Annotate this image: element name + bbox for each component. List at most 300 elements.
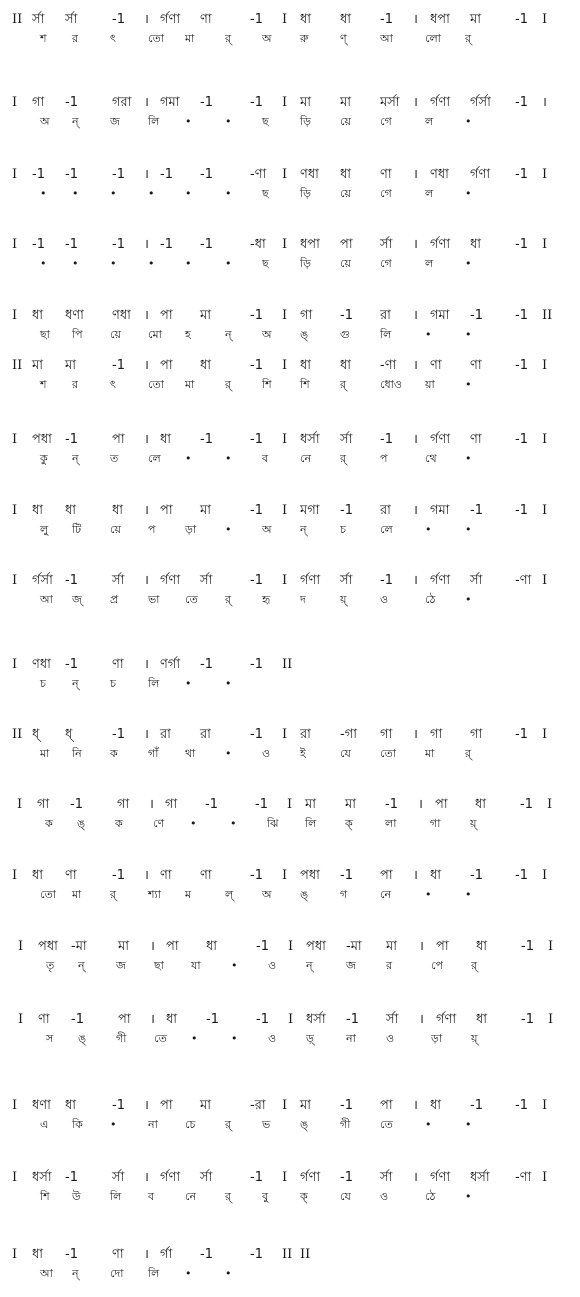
lyric-syllable: লে (148, 452, 161, 465)
lyric-syllable: মা (425, 747, 435, 760)
lyric-row (0, 814, 580, 834)
swara-note: ধা (200, 358, 212, 373)
swara-note: ধর্সা (300, 432, 320, 447)
lyric-syllable: র্ (340, 452, 347, 465)
lyric-syllable: শ্যা (148, 888, 161, 901)
swara-note: ধর্সা (32, 1170, 52, 1185)
swara-note: গমা (160, 95, 180, 110)
lyric-syllable: • (225, 523, 232, 536)
swara-row (0, 937, 580, 957)
lyric-syllable: র (72, 32, 79, 45)
lyric-syllable: র (72, 378, 79, 391)
swara-note: -ণা (515, 573, 532, 588)
swara-note: -1 (470, 868, 483, 883)
barline-symbol: । (144, 308, 149, 323)
swara-note: -ণা (380, 358, 397, 373)
swara-note: মা (118, 939, 129, 954)
lyric-syllable: ণে (153, 817, 165, 830)
notation-line (0, 165, 580, 205)
lyric-syllable: • (230, 817, 237, 830)
swara-row (0, 1010, 580, 1030)
lyric-syllable: • (465, 1118, 472, 1131)
lyric-syllable: র্ (110, 888, 117, 901)
swara-note: র্গণা (160, 12, 181, 27)
barline-symbol: । (144, 237, 149, 252)
lyric-syllable: গী (116, 1032, 127, 1045)
swara-row (0, 165, 580, 185)
lyric-syllable: য়ে (340, 115, 351, 128)
notation-line (0, 655, 580, 695)
swara-note: ধা (65, 503, 77, 518)
barline-symbol: I (542, 503, 548, 518)
barline-symbol: । (144, 1170, 149, 1185)
lyric-syllable: • (225, 187, 232, 200)
swara-note: -1 (65, 1170, 78, 1185)
swara-note: -1 (515, 167, 528, 182)
lyric-syllable: প (380, 452, 388, 465)
barline-symbol: । (542, 95, 547, 110)
swara-note: ধ্ (65, 727, 73, 742)
barline-symbol: । (413, 727, 418, 742)
swara-note: -1 (515, 95, 528, 110)
swara-note: -1 (515, 1098, 528, 1113)
barline-symbol: । (144, 503, 149, 518)
swara-note: ধর্সা (306, 1012, 326, 1027)
lyric-syllable: • (425, 1118, 432, 1131)
swara-note: র্সা (200, 1170, 213, 1185)
barline-symbol: II (12, 12, 23, 27)
swara-note: র্সা (65, 12, 78, 27)
barline-symbol: I (287, 797, 293, 812)
lyric-syllable: তো (380, 747, 396, 760)
swara-note: -1 (250, 95, 263, 110)
lyric-syllable: ছ (262, 257, 269, 270)
swara-note: -1 (112, 358, 125, 373)
lyric-syllable: নে (185, 1190, 197, 1203)
swara-note: গা (470, 727, 483, 742)
swara-row (0, 571, 580, 591)
swara-note: -গা (340, 727, 357, 742)
lyric-row (0, 1115, 580, 1135)
barline-symbol: I (542, 12, 548, 27)
swara-note: -1 (112, 237, 125, 252)
barline-symbol: । (413, 167, 418, 182)
lyric-syllable: • (225, 115, 232, 128)
lyric-syllable: ল (425, 257, 434, 270)
barline-symbol: I (18, 1012, 24, 1027)
lyric-syllable: • (191, 1032, 198, 1045)
swara-note: মা (200, 308, 211, 323)
swara-note: র্গণা (470, 167, 491, 182)
swara-note: পা (160, 503, 173, 518)
swara-note: গা (165, 797, 178, 812)
lyric-syllable: যে (340, 1190, 351, 1203)
barline-symbol: II (12, 727, 23, 742)
lyric-syllable: চ (40, 677, 46, 690)
lyric-syllable: লি (380, 328, 392, 341)
lyric-syllable: ব (148, 1190, 155, 1203)
lyric-syllable: র্ (225, 1190, 232, 1203)
swara-note: -1 (340, 503, 353, 518)
swara-row (0, 501, 580, 521)
lyric-syllable: গে (380, 187, 392, 200)
notation-line (0, 10, 580, 50)
lyric-row (0, 29, 580, 49)
swara-note: -1 (250, 868, 263, 883)
swara-note: -1 (112, 167, 125, 182)
lyric-syllable: • (185, 452, 192, 465)
lyric-syllable: ও (262, 747, 271, 760)
swara-note: পা (380, 1098, 393, 1113)
swara-note: -1 (250, 432, 263, 447)
barline-symbol: I (18, 939, 24, 954)
swara-note: ধা (112, 503, 124, 518)
swara-note: পা (435, 797, 448, 812)
swara-note: ধর্সা (470, 1170, 490, 1185)
swara-note: -1 (250, 657, 263, 672)
barline-symbol: । (144, 1098, 149, 1113)
lyric-syllable: ছ (262, 187, 269, 200)
lyric-syllable: ল্ (225, 888, 234, 901)
lyric-syllable: • (465, 1190, 472, 1203)
swara-note: ধা (340, 358, 352, 373)
lyric-syllable: ন্ (72, 115, 79, 128)
swara-note: ধণা (65, 308, 84, 323)
swara-note: মর্সা (380, 95, 400, 110)
barline-symbol: । (150, 939, 155, 954)
barline-symbol: । (413, 573, 418, 588)
notation-line (0, 1245, 580, 1285)
barline-symbol: I (542, 573, 548, 588)
lyric-syllable: • (40, 187, 47, 200)
lyric-syllable: গু (340, 328, 350, 341)
barline-symbol: । (149, 797, 154, 812)
swara-note: -1 (200, 237, 213, 252)
swara-row (0, 430, 580, 450)
swara-note: ধ্ (32, 727, 40, 742)
barline-symbol: I (12, 503, 18, 518)
swara-note: পা (112, 432, 125, 447)
swara-note: ণা (200, 868, 212, 883)
lyric-syllable: ন্ (300, 523, 307, 536)
swara-note: মা (300, 95, 311, 110)
barline-symbol: I (548, 939, 554, 954)
lyric-row (0, 885, 580, 905)
barline-symbol: । (413, 308, 418, 323)
swara-note: ধা (340, 12, 352, 27)
lyric-syllable: লা (385, 817, 397, 830)
swara-note: র্গণা (300, 1170, 321, 1185)
swara-note: র্সা (112, 573, 125, 588)
lyric-syllable: র্ (225, 1118, 232, 1131)
lyric-syllable: নি (72, 747, 82, 760)
swara-row (0, 1096, 580, 1116)
lyric-syllable: নে (300, 452, 312, 465)
lyric-syllable: • (231, 959, 238, 972)
barline-symbol: । (413, 432, 418, 447)
lyric-syllable: • (40, 257, 47, 270)
lyric-syllable: • (148, 187, 155, 200)
swara-note: -1 (32, 167, 45, 182)
lyric-syllable: ত (110, 452, 119, 465)
barline-symbol: I (282, 432, 288, 447)
swara-note: পধা (306, 939, 326, 954)
lyric-row (0, 1264, 580, 1284)
lyric-syllable: ক্ (300, 1190, 308, 1203)
lyric-syllable: য়্ (471, 1032, 478, 1045)
lyric-syllable: র্ (225, 32, 232, 45)
lyric-syllable: তো (40, 888, 56, 901)
swara-note: র্সা (200, 573, 213, 588)
swara-note: গমা (430, 503, 450, 518)
lyric-syllable: ছা (40, 328, 50, 341)
lyric-syllable: তো (148, 378, 164, 391)
swara-note: ধা (430, 1098, 442, 1113)
swara-note: -1 (112, 868, 125, 883)
lyric-syllable: ৎ (110, 32, 116, 45)
swara-note: র্গণা (430, 95, 451, 110)
swara-note: ণা (112, 1247, 124, 1262)
lyric-syllable: ঙ্ (300, 1118, 309, 1131)
lyric-syllable: ও (268, 959, 277, 972)
lyric-row (0, 184, 580, 204)
swara-note: ধা (300, 358, 312, 373)
swara-note: -1 (205, 797, 218, 812)
barline-symbol: I (282, 167, 288, 182)
swara-note: র্গা (160, 1247, 173, 1262)
swara-note: পধা (300, 868, 320, 883)
barline-symbol: I (282, 868, 288, 883)
lyric-syllable: জ (110, 115, 120, 128)
lyric-syllable: ঝি (267, 817, 279, 830)
barline-symbol: । (144, 432, 149, 447)
swara-note: -1 (520, 797, 533, 812)
lyric-syllable: দো (110, 1267, 124, 1280)
barline-symbol: । (144, 95, 149, 110)
barline-symbol: II (282, 657, 293, 672)
barline-symbol: । (413, 1170, 418, 1185)
barline-symbol: । (413, 868, 418, 883)
lyric-syllable: যে (340, 747, 351, 760)
lyric-syllable: থা (185, 747, 196, 760)
swara-note: মা (386, 939, 397, 954)
lyric-syllable: ৎ (110, 378, 116, 391)
lyric-syllable: তৃ (46, 959, 55, 972)
barline-symbol: I (288, 1012, 294, 1027)
lyric-row (0, 112, 580, 132)
swara-note: -1 (340, 308, 353, 323)
swara-note: ণধা (112, 308, 131, 323)
lyric-syllable: ঠে (425, 593, 436, 606)
notation-line (0, 866, 580, 906)
swara-note: মা (65, 358, 76, 373)
swara-row (0, 655, 580, 675)
swara-note: -1 (65, 432, 78, 447)
swara-note: -1 (255, 797, 268, 812)
lyric-syllable: গে (380, 257, 392, 270)
swara-row (0, 795, 580, 815)
swara-note: -মা (346, 939, 362, 954)
lyric-syllable: য়্ (470, 817, 477, 830)
lyric-syllable: র্ (465, 747, 472, 760)
lyric-syllable: তে (185, 593, 198, 606)
swara-note: ণা (200, 12, 212, 27)
lyric-syllable: ভা (148, 593, 160, 606)
lyric-syllable: য়া (425, 378, 435, 391)
barline-symbol: । (418, 797, 423, 812)
lyric-syllable: • (185, 677, 192, 690)
lyric-syllable: গা (430, 817, 441, 830)
lyric-syllable: মো (148, 328, 162, 341)
lyric-syllable: ক (110, 747, 118, 760)
notation-line (0, 1010, 580, 1050)
lyric-syllable: হৃ (262, 593, 271, 606)
swara-note: র্সা (340, 432, 353, 447)
barline-symbol: I (547, 797, 553, 812)
swara-note: পা (166, 939, 179, 954)
barline-symbol: I (542, 358, 548, 373)
lyric-syllable: অ (262, 328, 272, 341)
barline-symbol: I (542, 237, 548, 252)
lyric-syllable: ধোও (380, 378, 402, 391)
swara-note: ধা (166, 1012, 178, 1027)
swara-note: গা (300, 308, 313, 323)
lyric-syllable: অ (262, 32, 272, 45)
notation-line (0, 430, 580, 470)
lyric-syllable: শ (40, 378, 47, 391)
swara-note: -1 (515, 12, 528, 27)
swara-note: মা (300, 1098, 311, 1113)
lyric-syllable: • (225, 257, 232, 270)
lyric-syllable: র্ (340, 378, 347, 391)
lyric-syllable: ল (425, 187, 434, 200)
swara-note: -1 (515, 432, 528, 447)
lyric-row (0, 325, 580, 345)
swara-note: -1 (250, 727, 263, 742)
swara-note: ধা (476, 939, 488, 954)
swara-note: -1 (515, 503, 528, 518)
barline-symbol: I (282, 308, 288, 323)
lyric-syllable: শ (40, 32, 47, 45)
lyric-row (0, 956, 580, 976)
swara-note: ধা (340, 167, 352, 182)
swara-note: মা (305, 797, 316, 812)
lyric-row (0, 1187, 580, 1207)
swara-note: ধা (32, 503, 44, 518)
lyric-syllable: র (386, 959, 393, 972)
swara-note: র্গর্সা (470, 95, 491, 110)
swara-note: গা (430, 727, 443, 742)
swara-note: র্সা (470, 573, 483, 588)
swara-note: -1 (380, 432, 393, 447)
swara-note: -1 (206, 1012, 219, 1027)
lyric-syllable: য়ে (110, 328, 121, 341)
swara-note: ধা (206, 939, 218, 954)
lyric-syllable: • (185, 1267, 192, 1280)
notation-line (0, 937, 580, 977)
swara-note: -1 (250, 1247, 263, 1262)
notation-line (0, 1096, 580, 1136)
barline-symbol: I (12, 657, 18, 672)
swara-note: -1 (200, 657, 213, 672)
notation-line (0, 725, 580, 765)
swara-row (0, 93, 580, 113)
lyric-syllable: • (425, 523, 432, 536)
barline-symbol: । (413, 503, 418, 518)
swara-note: -1 (250, 12, 263, 27)
lyric-syllable: • (185, 257, 192, 270)
barline-symbol: I (282, 1170, 288, 1185)
lyric-syllable: • (185, 187, 192, 200)
swara-note: ধা (470, 237, 482, 252)
swara-note: -1 (515, 868, 528, 883)
lyric-syllable: • (425, 888, 432, 901)
lyric-syllable: • (110, 257, 117, 270)
swara-note: -1 (250, 503, 263, 518)
swara-note: র্সা (112, 1170, 125, 1185)
barline-symbol: I (282, 237, 288, 252)
swara-note: -1 (160, 237, 173, 252)
swara-note: ণা (65, 868, 77, 883)
swara-note: মা (200, 1098, 211, 1113)
swara-note: -1 (470, 1098, 483, 1113)
lyric-syllable: লে (380, 523, 393, 536)
lyric-syllable: তে (154, 1032, 167, 1045)
swara-note: র্গণা (430, 432, 451, 447)
lyric-syllable: • (465, 593, 472, 606)
swara-note: ণা (430, 358, 442, 373)
lyric-syllable: ণ্ (340, 32, 347, 45)
lyric-syllable: চ (110, 677, 116, 690)
barline-symbol: II (300, 1247, 311, 1262)
swara-note: -1 (65, 573, 78, 588)
barline-symbol: I (12, 1247, 18, 1262)
barline-symbol: I (548, 1012, 554, 1027)
barline-symbol: । (144, 167, 149, 182)
lyric-syllable: • (72, 187, 79, 200)
lyric-syllable: বু (262, 1190, 269, 1203)
lyric-row (0, 449, 580, 469)
swara-note: -1 (470, 308, 483, 323)
lyric-syllable: • (231, 1032, 238, 1045)
swara-note: গা (380, 727, 393, 742)
lyric-syllable: য়ে (340, 257, 351, 270)
barline-symbol: I (282, 358, 288, 373)
swara-note: র্সা (386, 1012, 399, 1027)
barline-symbol: I (12, 868, 18, 883)
swara-note: র্গণা (430, 237, 451, 252)
swara-note: ধা (476, 1012, 488, 1027)
swara-note: -1 (250, 358, 263, 373)
swara-note: রা (300, 727, 311, 742)
lyric-syllable: লি (305, 817, 317, 830)
swara-row (0, 306, 580, 326)
lyric-syllable: ড়্ (306, 1032, 314, 1045)
lyric-syllable: থে (425, 452, 437, 465)
lyric-syllable: • (148, 257, 155, 270)
barline-symbol: I (12, 308, 18, 323)
lyric-syllable: ক (115, 817, 123, 830)
swara-note: -1 (346, 1012, 359, 1027)
barline-symbol: I (282, 727, 288, 742)
swara-note: -1 (340, 1098, 353, 1113)
lyric-syllable: র্ (225, 593, 232, 606)
lyric-syllable: • (225, 1267, 232, 1280)
lyric-syllable: পে (431, 959, 443, 972)
lyric-syllable: ড়া (185, 523, 197, 536)
lyric-syllable: আ (380, 32, 393, 45)
swara-note: রা (380, 503, 391, 518)
